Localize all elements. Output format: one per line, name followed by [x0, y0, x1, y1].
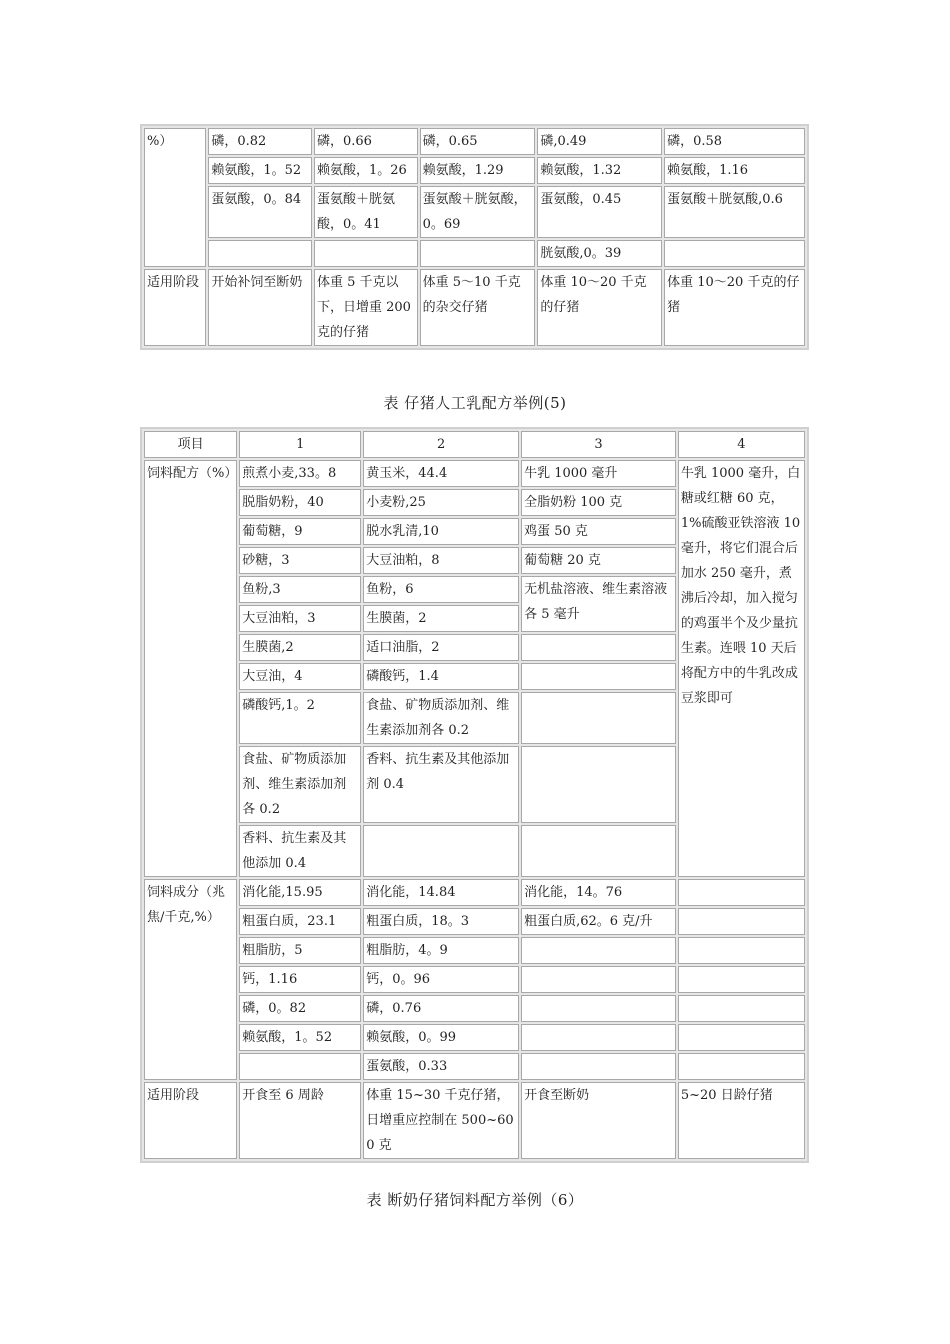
nutrient-label-cell: %） [144, 128, 206, 267]
table-cell: 胱氨酸,0。39 [537, 240, 662, 267]
formula-label-cell: 饲料配方（%） [144, 460, 237, 877]
table-cell: 赖氨酸，0。99 [363, 1024, 519, 1051]
table-cell: 煎煮小麦,33。8 [239, 460, 361, 487]
table-cell: 钙，0。96 [363, 966, 519, 993]
table-cell [521, 692, 676, 744]
table-cell: 香料、抗生素及其他添加剂 0.4 [363, 746, 519, 823]
nutrition-table-continued [140, 124, 809, 350]
artificial-milk-formula-table [140, 427, 809, 1163]
table-cell: 钙，1.16 [239, 966, 361, 993]
table-cell [678, 995, 805, 1022]
table-cell: 赖氨酸，1。52 [208, 157, 312, 184]
table-cell [664, 240, 805, 267]
table-cell [208, 240, 312, 267]
table-cell: 磷酸钙，1.4 [363, 663, 519, 690]
table-cell [521, 663, 676, 690]
table-cell: 食盐、矿物质添加剂、维生素添加剂各 0.2 [239, 746, 361, 823]
table-cell: 生膜菌，2 [363, 605, 519, 632]
table-cell: 赖氨酸，1.29 [420, 157, 536, 184]
table-cell [521, 937, 676, 964]
stage-cell: 体重 10～20 千克的仔猪 [537, 269, 662, 346]
table-cell [521, 825, 676, 877]
table-cell [420, 240, 536, 267]
table-cell: 消化能，14。76 [521, 879, 676, 906]
stage-cell: 5~20 日龄仔猪 [678, 1082, 805, 1159]
table-cell [521, 995, 676, 1022]
table-cell: 赖氨酸，1。26 [314, 157, 418, 184]
table-cell: 大豆油，4 [239, 663, 361, 690]
header-cell: 4 [678, 431, 805, 458]
table-cell [678, 966, 805, 993]
stage-cell: 体重 5～10 千克的杂交仔猪 [420, 269, 536, 346]
table-cell: 鸡蛋 50 克 [521, 518, 676, 545]
header-cell: 3 [521, 431, 676, 458]
table-cell: 蛋氨酸＋胱氨酸,0.6 [664, 186, 805, 238]
composition-label-cell: 饲料成分（兆焦/千克,%） [144, 879, 237, 1080]
stage-label-cell: 适用阶段 [144, 269, 206, 346]
table-cell [678, 937, 805, 964]
table-cell: 蛋氨酸＋胱氨酸，0。69 [420, 186, 536, 238]
table-cell [521, 966, 676, 993]
table-cell: 葡萄糖 20 克 [521, 547, 676, 574]
table-cell [678, 1024, 805, 1051]
stage-cell: 体重 15~30 千克仔猪，日增重应控制在 500~600 克 [363, 1082, 519, 1159]
table-cell: 磷，0.66 [314, 128, 418, 155]
table-cell: 粗蛋白质，23.1 [239, 908, 361, 935]
table-cell: 磷，0。82 [239, 995, 361, 1022]
table-cell: 无机盐溶液、维生素溶液各 5 毫升 [521, 576, 676, 632]
table-cell: 磷,0.49 [537, 128, 662, 155]
table-cell: 香料、抗生素及其他添加 0.4 [239, 825, 361, 877]
stage-cell: 开始补饲至断奶 [208, 269, 312, 346]
table-cell: 粗脂肪，4。9 [363, 937, 519, 964]
table-cell [521, 746, 676, 823]
table-cell: 蛋氨酸＋胱氨酸，0。41 [314, 186, 418, 238]
table-cell: 大豆油粕，8 [363, 547, 519, 574]
table-cell: 脱水乳清,10 [363, 518, 519, 545]
table-cell [314, 240, 418, 267]
table-cell: 脱脂奶粉，40 [239, 489, 361, 516]
stage-label-cell: 适用阶段 [144, 1082, 237, 1159]
stage-cell: 体重 10～20 千克的仔猪 [664, 269, 805, 346]
header-cell: 项目 [144, 431, 237, 458]
table-cell: 葡萄糖，9 [239, 518, 361, 545]
table-cell: 消化能，14.84 [363, 879, 519, 906]
table-cell: 蛋氨酸，0。84 [208, 186, 312, 238]
table-cell: 磷，0.82 [208, 128, 312, 155]
header-cell: 2 [363, 431, 519, 458]
table-cell: 磷，0.76 [363, 995, 519, 1022]
stage-cell: 体重 5 千克以下，日增重 200 克的仔猪 [314, 269, 418, 346]
table-cell: 牛乳 1000 毫升 [521, 460, 676, 487]
table-caption: 表 仔猪人工乳配方举例(5) [383, 394, 567, 412]
table-cell: 适口油脂，2 [363, 634, 519, 661]
table-cell: 鱼粉,3 [239, 576, 361, 603]
table-cell [363, 825, 519, 877]
table-cell [521, 1053, 676, 1080]
table-cell: 全脂奶粉 100 克 [521, 489, 676, 516]
formula-recipe-cell: 牛乳 1000 毫升，白糖或红糖 60 克，1%硫酸亚铁溶液 10 毫升，将它们混合后加水 250 毫升，煮沸后冷却，加入搅匀的鸡蛋半个及少量抗生素。连喂 10 天后将配方中的牛乳改成豆浆即可 [678, 460, 805, 877]
table-cell: 赖氨酸，1.32 [537, 157, 662, 184]
table-cell [521, 634, 676, 661]
table-cell: 大豆油粕，3 [239, 605, 361, 632]
table-cell: 消化能,15.95 [239, 879, 361, 906]
table-cell: 磷，0.58 [664, 128, 805, 155]
table-caption: 表 断奶仔猪饲料配方举例（6） [366, 1191, 584, 1209]
table-cell: 黄玉米，44.4 [363, 460, 519, 487]
table-cell: 赖氨酸，1。52 [239, 1024, 361, 1051]
table-cell [239, 1053, 361, 1080]
table-cell: 粗蛋白质，18。3 [363, 908, 519, 935]
table-cell [521, 1024, 676, 1051]
stage-cell: 开食至断奶 [521, 1082, 676, 1159]
table-cell: 赖氨酸，1.16 [664, 157, 805, 184]
table-cell [678, 879, 805, 906]
header-cell: 1 [239, 431, 361, 458]
table-cell: 砂糖，3 [239, 547, 361, 574]
table-cell: 磷酸钙,1。2 [239, 692, 361, 744]
table-cell: 蛋氨酸，0.33 [363, 1053, 519, 1080]
table-cell: 蛋氨酸，0.45 [537, 186, 662, 238]
table-cell [678, 1053, 805, 1080]
stage-cell: 开食至 6 周龄 [239, 1082, 361, 1159]
table-cell: 磷，0.65 [420, 128, 536, 155]
table-cell: 粗蛋白质,62。6 克/升 [521, 908, 676, 935]
table-cell: 食盐、矿物质添加剂、维生素添加剂各 0.2 [363, 692, 519, 744]
table-cell: 生膜菌,2 [239, 634, 361, 661]
table-cell: 鱼粉，6 [363, 576, 519, 603]
table-cell: 粗脂肪，5 [239, 937, 361, 964]
table-cell: 小麦粉,25 [363, 489, 519, 516]
table-cell [678, 908, 805, 935]
